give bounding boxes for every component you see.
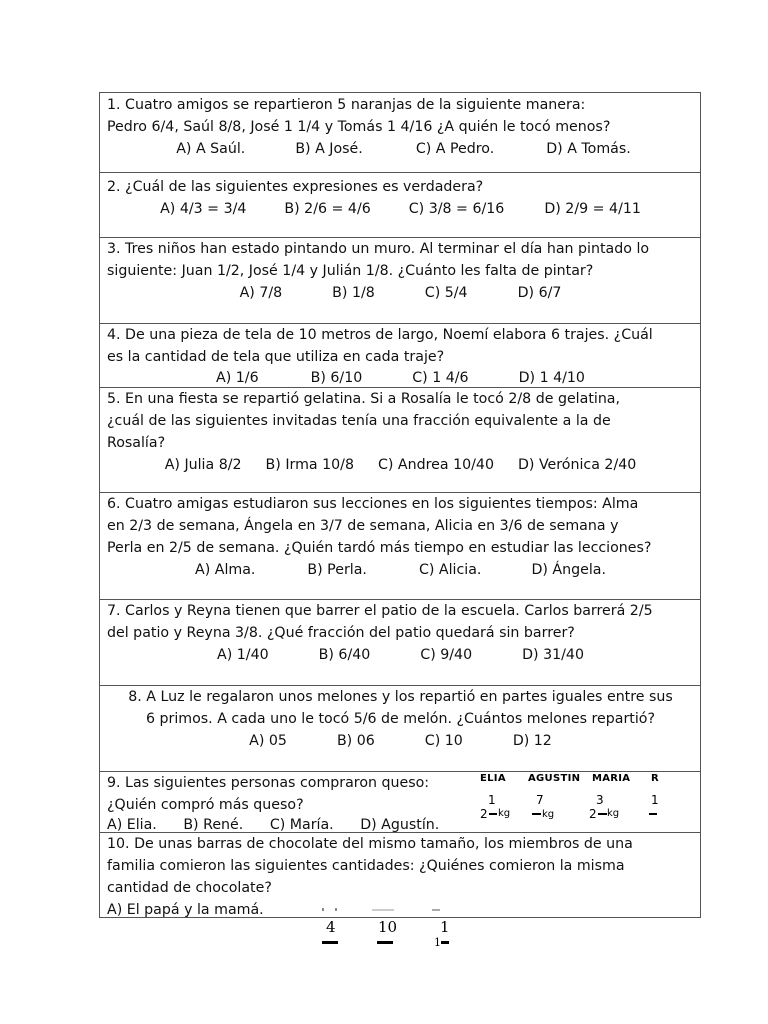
question-text-line: 6 primos. A cada uno le tocó 5/6 de melón. ¿Cuántos melones repartió?	[145, 711, 656, 727]
option-c[interactable]: C) Alicia.	[418, 562, 482, 578]
option-a[interactable]: A) 1/6	[216, 370, 259, 386]
question-text-line: en 2/3 de semana, Ángela en 3/7 de semana, Alicia en 3/6 de semana y	[107, 518, 619, 534]
question-text-line: 9. Las siguientes personas compraron queso:	[107, 775, 430, 791]
figure-numerator: 1	[488, 793, 496, 807]
figure-whole: 2	[589, 807, 597, 821]
question-text-line: siguiente: Juan 1/2, José 1/4 y Julián 1/8. ¿Cuánto les falta de pintar?	[107, 263, 594, 279]
question-9	[99, 772, 701, 833]
fraction-bar	[377, 941, 393, 944]
option-a[interactable]: A) 7/8	[239, 285, 283, 301]
option-b[interactable]: B) A José.	[295, 141, 363, 157]
question-1	[99, 92, 701, 173]
option-a[interactable]: A) 4/3 = 3/4	[160, 201, 247, 217]
option-c[interactable]: C) 1 4/6	[412, 370, 469, 386]
answer-options	[107, 816, 694, 834]
option-b[interactable]: B) 2/6 = 4/6	[284, 201, 371, 217]
question-2	[99, 173, 701, 238]
option-d[interactable]: D) 12	[512, 733, 552, 749]
answer-options	[107, 730, 694, 752]
option-b[interactable]: B) Irma 10/8	[265, 457, 354, 473]
question-text-line: familia comieron las siguientes cantidades: ¿Quiénes comieron la misma	[107, 858, 625, 874]
figure-unit: kg	[498, 808, 511, 819]
option-d[interactable]: D) 2/9 = 4/11	[544, 201, 641, 217]
figure-whole: 2	[480, 807, 488, 821]
answer-options	[107, 198, 694, 220]
answer-options	[107, 899, 694, 921]
question-text-line: Pedro 6/4, Saúl 8/8, José 1 1/4 y Tomás 1 4/16 ¿A quién le tocó menos?	[107, 119, 611, 135]
figure-numerator: 3	[596, 793, 604, 807]
answer-options	[107, 644, 694, 666]
question-text-line: Perla en 2/5 de semana. ¿Quién tardó más tiempo en estudiar las lecciones?	[107, 540, 652, 556]
option-c[interactable]: C) 5/4	[424, 285, 468, 301]
question-text-line: 3. Tres niños han estado pintando un muro. Al terminar el día han pintado lo	[107, 241, 650, 257]
option-b[interactable]: B) 6/10	[310, 370, 363, 386]
answer-options	[107, 138, 694, 160]
option-a[interactable]: A) A Saúl.	[176, 141, 246, 157]
fraction-bar	[322, 941, 338, 944]
figure-unit: kg	[607, 808, 620, 819]
figure-name-r: R	[651, 773, 660, 784]
question-text-line: 6. Cuatro amigas estudiaron sus lecciones en los siguientes tiempos: Alma	[107, 496, 639, 512]
fraction-bar	[649, 813, 657, 815]
question-text-line: ¿cuál de las siguientes invitadas tenía una fracción equivalente a la de	[107, 413, 611, 429]
option-a[interactable]: A) Elia.	[107, 817, 157, 833]
question-10	[99, 833, 701, 918]
option-d[interactable]: D) 6/7	[517, 285, 562, 301]
question-6	[99, 493, 701, 600]
question-text-line: 8. A Luz le regalaron unos melones y los repartió en partes iguales entre sus	[128, 689, 673, 705]
figure-numerator: 1	[651, 793, 659, 807]
option-c[interactable]: C) Andrea 10/40	[377, 457, 494, 473]
option-c[interactable]: C) 3/8 = 6/16	[408, 201, 505, 217]
question-text-line: cantidad de chocolate?	[107, 880, 272, 896]
option-b[interactable]: B) 1/8	[332, 285, 375, 301]
option-b[interactable]: B) René.	[183, 817, 244, 833]
option-c[interactable]: C) A Pedro.	[415, 141, 495, 157]
figure-name-elia: ELIA	[480, 773, 506, 784]
option-d[interactable]: D) Verónica 2/40	[517, 457, 637, 473]
option-b[interactable]: B) 6/40	[318, 647, 371, 663]
question-7	[99, 600, 701, 686]
fraction-bar	[489, 813, 497, 815]
question-text-line: 10. De unas barras de chocolate del mismo tamaño, los miembros de una	[107, 836, 633, 852]
figure-numerator: 7	[536, 793, 544, 807]
figure-unit: kg	[542, 809, 555, 820]
option-a[interactable]: A) 1/40	[217, 647, 269, 663]
question-3	[99, 238, 701, 324]
question-text-line: es la cantidad de tela que utiliza en cada traje?	[107, 349, 445, 365]
figure-fragment	[372, 909, 394, 911]
option-a[interactable]: A) 05	[249, 733, 287, 749]
figure-numerator: 1	[440, 918, 450, 936]
option-a[interactable]: A) Julia 8/2	[164, 457, 242, 473]
option-c[interactable]: C) 9/40	[420, 647, 473, 663]
answer-options	[107, 368, 694, 388]
question-text-line: Rosalía?	[107, 435, 166, 451]
option-d[interactable]: D) Ángela.	[531, 562, 606, 578]
question-4	[99, 324, 701, 388]
option-b[interactable]: B) Perla.	[307, 562, 367, 578]
figure-whole: 1	[434, 936, 441, 949]
option-c[interactable]: C) 10	[424, 733, 463, 749]
fraction-bar	[441, 941, 449, 944]
question-8	[99, 686, 701, 772]
answer-options	[107, 282, 694, 304]
option-d[interactable]: D) 1 4/10	[518, 370, 585, 386]
option-c[interactable]: C) María.	[269, 817, 334, 833]
figure-name-agustin: AGUSTIN	[528, 773, 581, 784]
question-text-line: 2. ¿Cuál de las siguientes expresiones es verdadera?	[107, 179, 484, 195]
option-d[interactable]: D) 31/40	[522, 647, 584, 663]
question-text-line: del patio y Reyna 3/8. ¿Qué fracción del patio quedará sin barrer?	[107, 625, 575, 641]
question-text-line: ¿Quién compró más queso?	[107, 797, 304, 813]
question-5	[99, 388, 701, 493]
figure-fragment	[335, 908, 337, 911]
figure-fragment	[322, 908, 324, 911]
option-a[interactable]: A) Alma.	[194, 562, 256, 578]
question-text-line: 1. Cuatro amigos se repartieron 5 naranjas de la siguiente manera:	[107, 97, 586, 113]
figure-numerator: 10	[378, 918, 398, 936]
figure-numerator: 4	[326, 918, 336, 936]
option-d[interactable]: D) Agustín.	[360, 817, 440, 833]
fraction-bar	[598, 813, 607, 815]
answer-options	[107, 559, 694, 581]
option-a[interactable]: A) El papá y la mamá.	[107, 902, 264, 918]
fraction-bar	[532, 813, 541, 815]
figure-fragment	[432, 909, 440, 911]
option-b[interactable]: B) 06	[336, 733, 375, 749]
option-d[interactable]: D) A Tomás.	[546, 141, 631, 157]
question-text-line: 7. Carlos y Reyna tienen que barrer el patio de la escuela. Carlos barrerá 2/5	[107, 603, 653, 619]
answer-options	[107, 454, 694, 476]
question-text-line: 5. En una fiesta se repartió gelatina. Si a Rosalía le tocó 2/8 de gelatina,	[107, 391, 621, 407]
figure-name-maria: MARIA	[592, 773, 631, 784]
question-text-line: 4. De una pieza de tela de 10 metros de largo, Noemí elabora 6 trajes. ¿Cuál	[107, 327, 653, 343]
